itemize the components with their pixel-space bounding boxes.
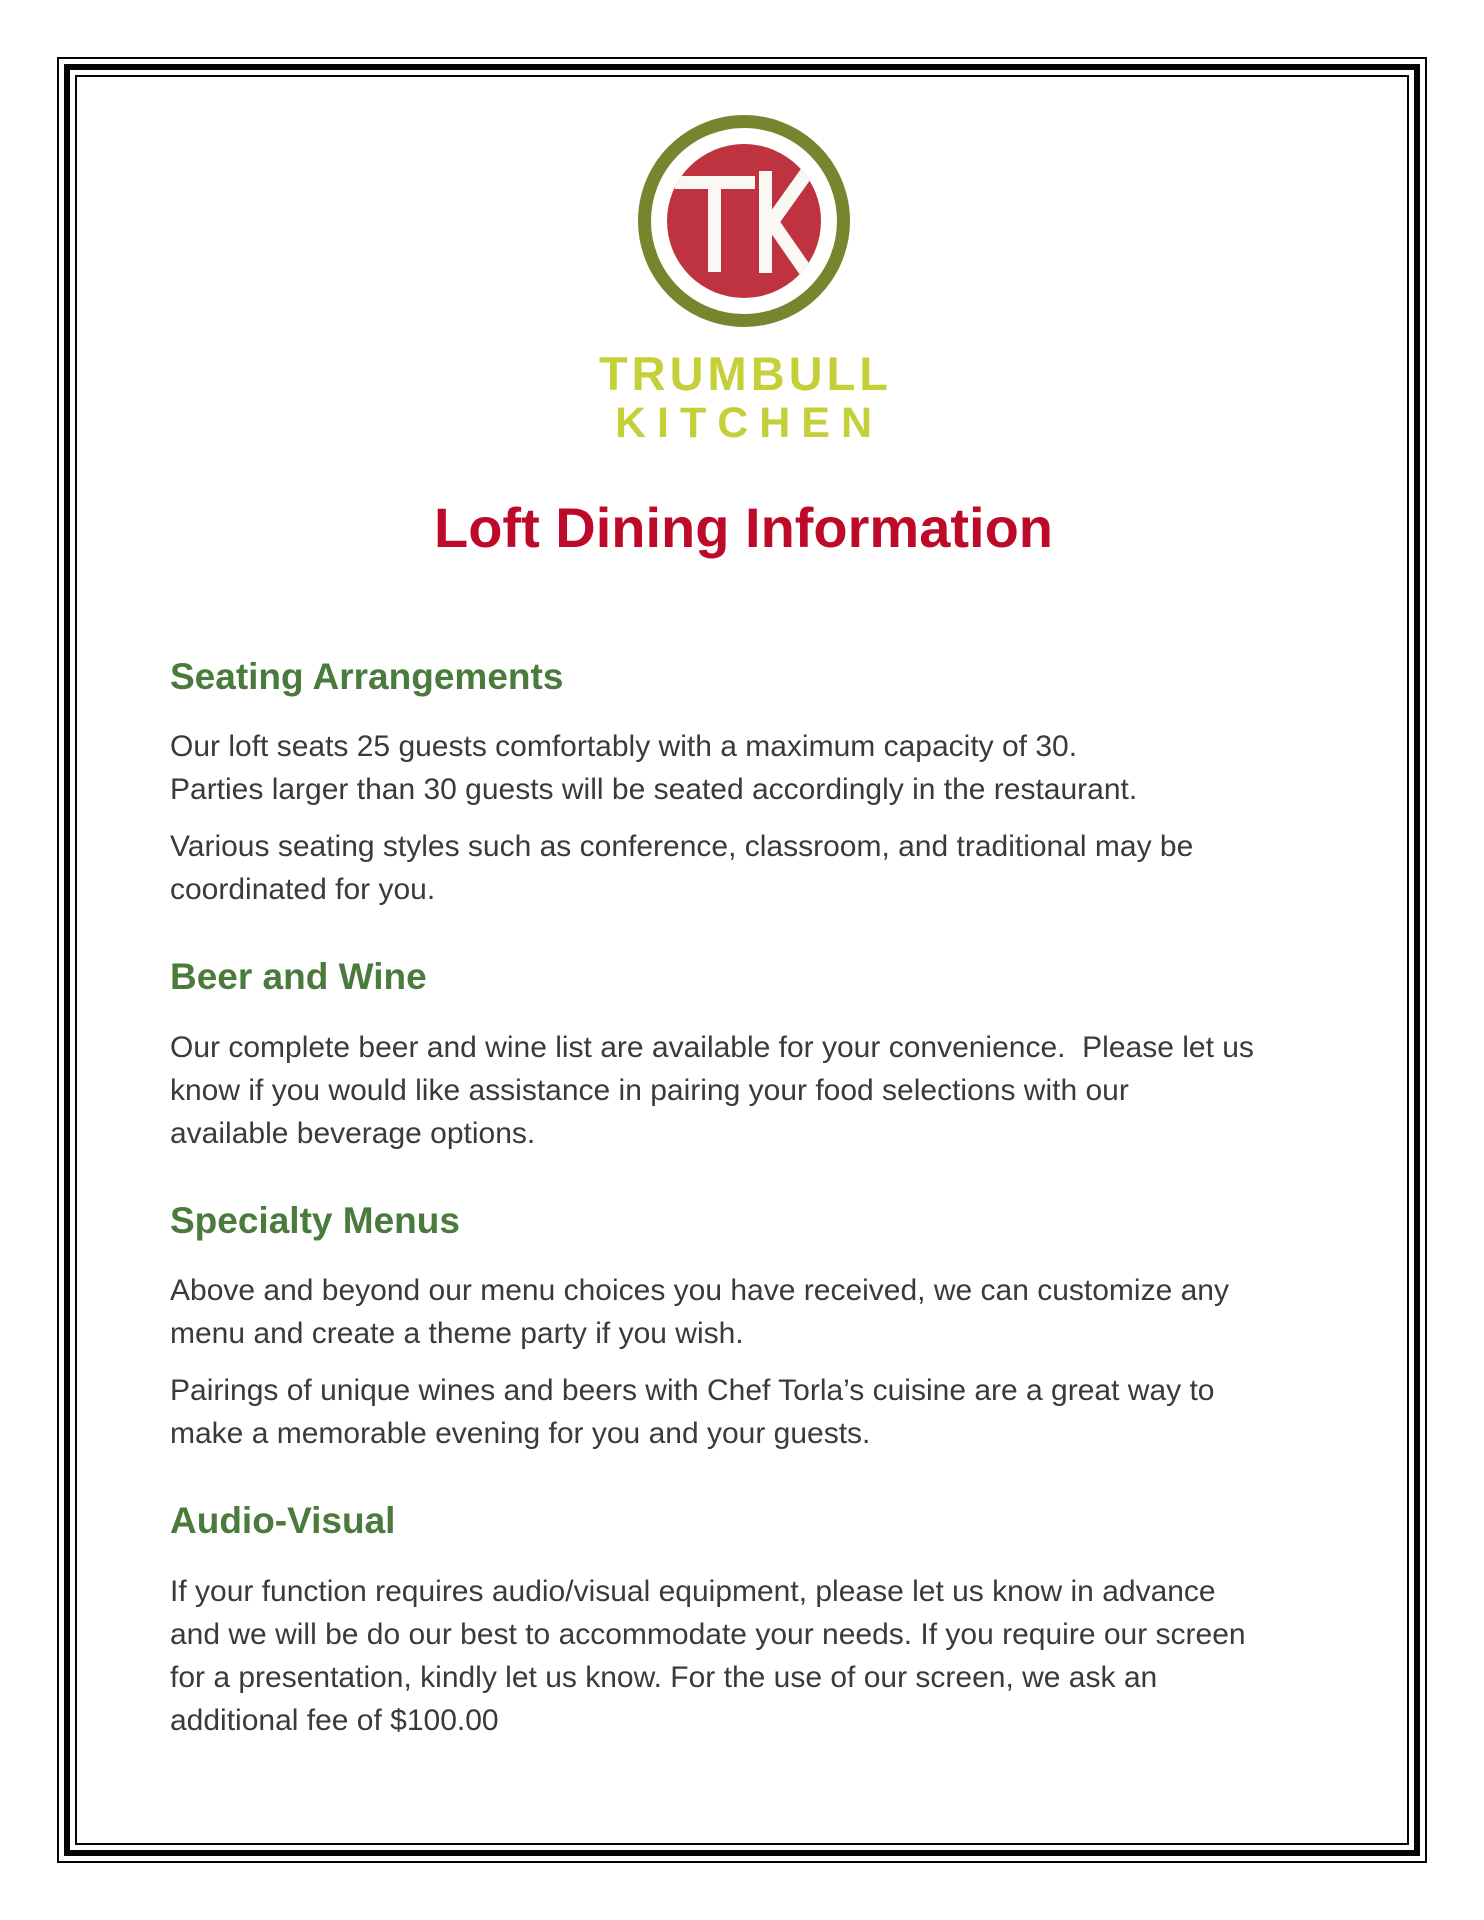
- section-audio-visual: [170, 1499, 1317, 1741]
- body-text-line: additional fee of $100.00: [170, 1703, 499, 1737]
- body-text-line: Our loft seats 25 guests comfortably with a maximum capacity of 30.: [170, 730, 1078, 764]
- paragraph: [170, 825, 1317, 911]
- body-text-line: Above and beyond our menu choices you have received, we can customize any: [170, 1274, 1229, 1308]
- page-border-outer: [57, 57, 1427, 1863]
- body-text-line: for a presentation, kindly let us know. For the use of our screen, we ask an: [170, 1660, 1158, 1694]
- document-content: [77, 77, 1407, 1742]
- body-text-line: available beverage options.: [170, 1116, 536, 1150]
- tk-logo: [170, 115, 1317, 448]
- section-heading-specialty-menus: Specialty Menus: [170, 1199, 460, 1241]
- paragraph: [170, 1026, 1317, 1155]
- page-title: Loft Dining Information: [434, 495, 1053, 559]
- section-heading-seating-arrangements: Seating Arrangements: [170, 656, 564, 698]
- logo-wordmark-kitchen: KITCHEN: [614, 399, 884, 448]
- section-heading-beer-and-wine: Beer and Wine: [170, 956, 427, 998]
- tk-monogram-icon: [667, 144, 821, 298]
- body-text-line: If your function requires audio/visual equipment, please let us know in advance: [170, 1574, 1216, 1608]
- body-text-line: know if you would like assistance in pairing your food selections with our: [170, 1073, 1129, 1107]
- section-heading-audio-visual: Audio-Visual: [170, 1500, 396, 1542]
- logo-wordmark-trumbull: TRUMBULL: [598, 347, 893, 400]
- section-seating-arrangements: [170, 655, 1317, 911]
- paragraph: [170, 725, 1317, 811]
- body-text-line: menu and create a theme party if you wish.: [170, 1317, 744, 1351]
- page-border-middle: [64, 64, 1420, 1856]
- body-text-line: Pairings of unique wines and beers with Chef Torla’s cuisine are a great way to: [170, 1374, 1215, 1408]
- tk-logo-disc: [667, 144, 821, 298]
- body-text-line: and we will be do our best to accommodate your needs. If you require our screen: [170, 1617, 1246, 1651]
- paragraph: [170, 1269, 1317, 1355]
- body-text-line: Parties larger than 30 guests will be seated accordingly in the restaurant.: [170, 773, 1138, 807]
- body-text-line: coordinated for you.: [170, 873, 436, 907]
- tk-logo-ring: [638, 115, 850, 327]
- body-text-line: Our complete beer and wine list are available for your convenience. Please let us: [170, 1030, 1254, 1064]
- body-text-line: make a memorable evening for you and your guests.: [170, 1417, 871, 1451]
- section-beer-and-wine: [170, 955, 1317, 1154]
- section-specialty-menus: [170, 1199, 1317, 1455]
- paragraph: [170, 1369, 1317, 1455]
- paragraph: [170, 1570, 1317, 1742]
- page-border-inner: [75, 75, 1409, 1845]
- body-text-line: Various seating styles such as conference, classroom, and traditional may be: [170, 830, 1194, 864]
